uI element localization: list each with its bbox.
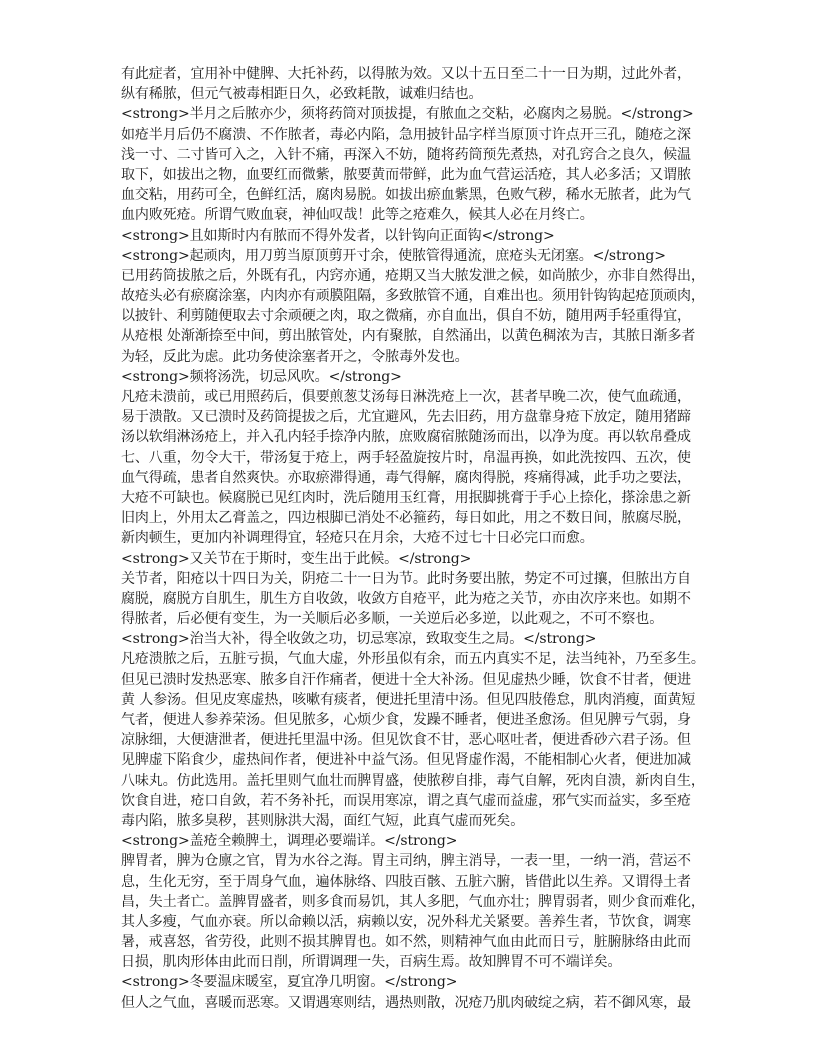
text-line: 血气得疏，患者自然爽快。亦取瘀滞得通，毒气得解，腐肉得脱，疼痛得减，此手功之要法， [121,469,691,486]
text-line: 得脓者，后必便有变生，为一关顺后必多顺，一关逆后必多逆，以此观之，不可不察也。 [121,611,664,628]
heading-line: <strong>盖疮全赖脾土，调理必要端详。</strong> [121,833,458,850]
heading-line: <strong>起顽肉，用刀剪当原顶剪开寸余，使脓管得通流，庶疮头无闭塞。</strong> [121,247,666,264]
text-line: 七、八重，勿令大干，带汤复于疮上，两手轻盈旋按片时，帛温再换，如此洗按四、五次，使 [121,449,691,466]
text-line: 暑，戒喜怒，省劳役，此则不损其脾胃也。如不然，则精神气血由此而日亏，脏腑脉络由此而 [121,934,691,951]
text-line: 取下，如拔出之物，血要红而微紫，脓要黄而带鲜，此为血气营运活疮，其人必多活；又谓脓 [121,166,691,183]
text-line: 昌，失土者亡。盖脾胃盛者，则多食而易饥，其人多肥，气血亦壮；脾胃弱者，则少食而难化， [121,893,705,910]
text-line: 浅一寸、二寸皆可入之，入针不痛，再深入不妨，随将药筒预先煮热，对孔窍合之良久，候温 [121,146,691,163]
text-line: 八味丸。仿此选用。盖托里则气血壮而脾胃盛，使脓秽自排，毒气自解，死肉自溃，新肉自生， [121,772,705,789]
text-line: 关节者，阳疮以十四日为关，阴疮二十一日为节。此时务要出脓，势定不可过攘，但脓出方自 [121,570,691,587]
text-line: 见脾虚下陷食少，虚热间作者，便进补中益气汤。但见肾虚作渴，不能相制心火者，便进加减 [121,752,691,769]
text-line: 毒内陷，脓多臭秽，甚则脉洪大渴，面红气短，此真气虚而死矣。 [121,812,525,829]
text-line: 黄 人参汤。但见皮寒虚热，咳嗽有痰者，便进托里清中汤。但见四肢倦怠，肌肉消瘦，面黄短 [121,691,696,708]
text-line: 如疮半月后仍不腐溃、不作脓者，毒必内陷，急用披针品字样当原顶寸许点开三孔，随疮之深 [121,126,691,143]
heading-line: <strong>半月之后脓亦少，须将药筒对顶拔提，有脓血之交粘，必腐肉之易脱。</strong> [121,106,694,123]
text-line: 但人之气血，喜暖而恶寒。又谓遇寒则结，遇热则散，况疮乃肌肉破绽之病，若不御风寒，最 [121,994,691,1011]
heading-line: <strong>冬要温床暖室，夏宜净几明窗。</strong> [121,974,458,991]
text-line: 凡疮溃脓之后，五脏亏损，气血大虚，外形虽似有余，而五内真实不足，法当纯补，乃至多生。 [121,651,705,668]
text-line: 但见已溃时发热恶寒、脓多自汗作痛者，便进十全大补汤。但见虚热少睡，饮食不甘者，便进 [121,671,691,688]
text-line: 血交粘，用药可全，色鲜红活，腐肉易脱。如拔出瘀血紫黑，色败气秽，稀水无脓者，此为气 [121,187,691,204]
text-line: 大疮不可缺也。候腐脱已见红肉时，洗后随用玉红膏，用抿脚挑膏于手心上捺化，搽涂患之新 [121,489,691,506]
text-line: 从疮根 处渐渐捺至中间，剪出脓管处，内有聚脓，自然涌出，以黄色稠浓为吉，其脓日渐多者 [121,328,696,345]
heading-line: <strong>治当大补，得全收敛之功，切忌寒凉，致取变生之局。</strong> [121,631,597,648]
text-line: 有此症者，宜用补中健脾、大托补药，以得脓为效。又以十五日至二十一日为期，过此外者， [121,66,691,82]
text-line: 为轻，反此为虑。此功务使涂塞者开之，令脓毒外发也。 [121,348,469,365]
document-body [121,64,721,1013]
text-line: 其人多瘦，气血亦衰。所以命赖以活，病赖以安，况外科尤关紧要。善养生者，节饮食，调寒 [121,913,691,930]
text-line: 饮食自进，疮口自敛，若不务补托，而误用寒凉，谓之真气虚而益虚，邪气实而益实，多至疮 [121,792,691,809]
text-line: 脾胃者，脾为仓廪之官，胃为水谷之海。胃主司纳，脾主消导，一表一里，一纳一消，营运不 [121,853,691,870]
text-line: 故疮头必有瘀腐涂塞，内肉亦有顽膜阻隔，多致脓管不通，自难出也。须用针钩钩起疮顶顽肉， [121,288,705,305]
text-line: 息，生化无穷，至于周身气血，遍体脉络、四肢百骸、五脏六腑，皆借此以生养。又谓得土者 [121,873,691,890]
text-line: 凡疮未溃前，或已用照药后，俱要煎葱艾汤每日淋洗疮上一次，甚者早晚二次，使气血疏通， [121,389,691,405]
text-line: 新肉顿生，更加内补调理得宜，轻疮只在月余，大疮不过七十日必完口而愈。 [121,530,594,547]
text-line: 日损，肌肉形体由此而日削，所谓调理一失，百病生焉。故知脾胃不可不端详矣。 [121,954,622,971]
text-line: 腐脱，腐脱方自肌生，肌生方自收敛，收敛方自疮平，此为疮之关节，亦由次序来也。如期不 [121,590,691,607]
text-line: 纵有稀脓，但元气被毒相距日久，必致耗散，诚难归结也。 [121,86,483,103]
text-line: 以披针、利剪随便取去寸余顽硬之肉，取之微痛，亦自血出，俱自不妨，随用两手轻重得宜， [121,308,691,325]
heading-line: <strong>频将汤洗，切忌风吹。</strong> [121,368,402,385]
text-line: 血内败死疮。所谓气败血衰，神仙叹哉！此等之疮难久，候其人必在月终亡。 [121,207,594,224]
heading-line: <strong>又关节在于斯时，变生出于此候。</strong> [121,550,472,567]
text-line: 易于溃散。又已溃时及药筒提拔之后，尤宜避风，先去旧药，用方盘靠身疮下放定，随用猪蹄 [121,409,691,426]
text-line: 已用药筒拔脓之后，外既有孔，内窍亦通，疮期又当大脓发泄之候，如尚脓少，亦非自然得出， [121,267,705,284]
text-line: 旧肉上，外用太乙膏盖之，四边根脚已消处不必箍药，每日如此，用之不数日间，脓腐尽脱， [121,510,691,527]
heading-line: <strong>且如斯时内有脓而不得外发者，以针钩向正面钩</strong> [121,227,555,244]
text-line: 汤以软绢淋汤疮上，并入孔内轻手捺净内脓，庶败腐宿脓随汤而出，以净为度。再以软帛叠成 [121,429,691,446]
text-line: 气者，便进人参养荣汤。但见脓多，心烦少食，发躁不睡者，便进圣愈汤。但见脾亏气弱，身 [121,712,691,728]
text-line: 凉脉细，大便溏泄者，便进托里温中汤。但见饮食不甘，恶心呕吐者，便进香砂六君子汤。但 [121,732,691,749]
